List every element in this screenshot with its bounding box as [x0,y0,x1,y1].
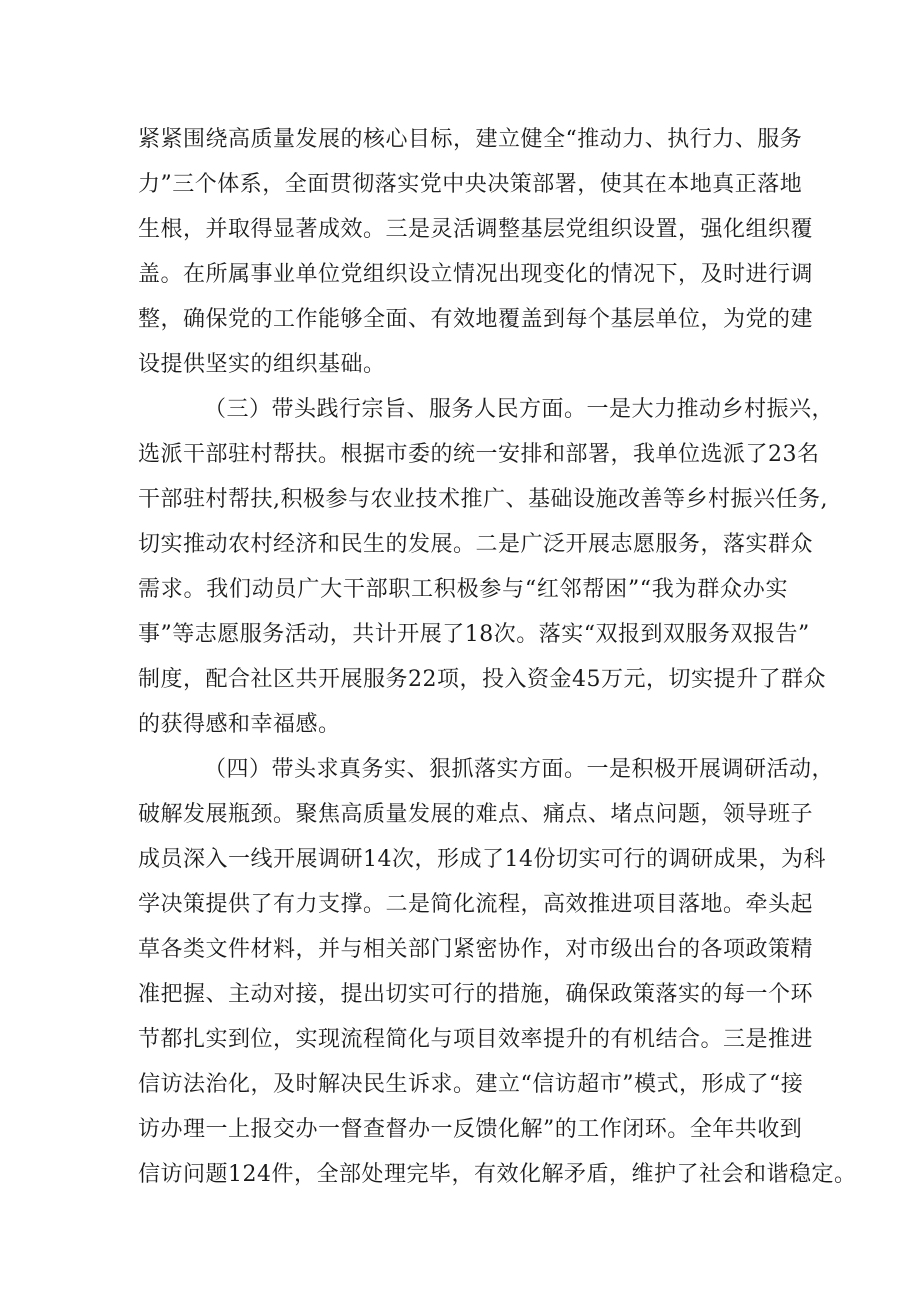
text-line: 节都扎实到位，实现流程简化与项目效率提升的有机结合。三是推进 [138,1027,814,1052]
text-line: 的获得感和幸福感。 [138,712,341,737]
text-line: 力”三个体系，全面贯彻落实党中央决策部署，使其在本地真正落地 [138,172,803,197]
text-line: 信访问题124件，全部处理完毕，有效化解矛盾，维护了社会和谐稳定。 [138,1162,857,1187]
text-line: 准把握、主动对接，提出切实可行的措施，确保政策落实的每一个环 [138,982,814,1007]
text-line: 事”等志愿服务活动，共计开展了18次。落实“双报到双服务双报告” [138,622,810,647]
text-line: 制度，配合社区共开展服务22项，投入资金45万元，切实提升了群众 [138,667,826,692]
paragraph-heading-line: （三）带头践行宗旨、服务人民方面。一是大力推动乡村振兴， [204,397,835,422]
paragraph-heading-line: （四）带头求真务实、狠抓落实方面。一是积极开展调研活动， [204,757,835,782]
text-line: 整，确保党的工作能够全面、有效地覆盖到每个基层单位，为党的建 [138,307,814,332]
text-line: 紧紧围绕高质量发展的核心目标，建立健全“推动力、执行力、服务 [138,127,803,152]
text-line: 成员深入一线开展调研14次，形成了14份切实可行的调研成果，为科 [138,847,826,872]
text-line: 草各类文件材料，并与相关部门紧密协作，对市级出台的各项政策精 [138,937,814,962]
text-line: 访办理一上报交办一督查督办一反馈化解”的工作闭环。全年共收到 [138,1117,803,1142]
text-line: 学决策提供了有力支撑。二是简化流程，高效推进项目落地。牵头起 [138,892,814,917]
text-line: 生根，并取得显著成效。三是灵活调整基层党组织设置，强化组织覆 [138,217,814,242]
text-line: 需求。我们动员广大干部职工积极参与“红邻帮困”“我为群众办实 [138,577,788,602]
text-line: 设提供坚实的组织基础。 [138,352,386,377]
text-line: 干部驻村帮扶,积极参与农业技术推广、基础设施改善等乡村振兴任务, [138,487,828,512]
text-line: 选派干部驻村帮扶。根据市委的统一安排和部署，我单位选派了23名 [138,442,820,467]
text-line: 切实推动农村经济和民生的发展。二是广泛开展志愿服务，落实群众 [138,532,814,557]
text-line: 盖。在所属事业单位党组织设立情况出现变化的情况下，及时进行调 [138,262,814,287]
text-line: 破解发展瓶颈。聚焦高质量发展的难点、痛点、堵点问题，领导班子 [138,802,814,827]
text-line: 信访法治化，及时解决民生诉求。建立“信访超市”模式，形成了“接 [138,1072,804,1097]
